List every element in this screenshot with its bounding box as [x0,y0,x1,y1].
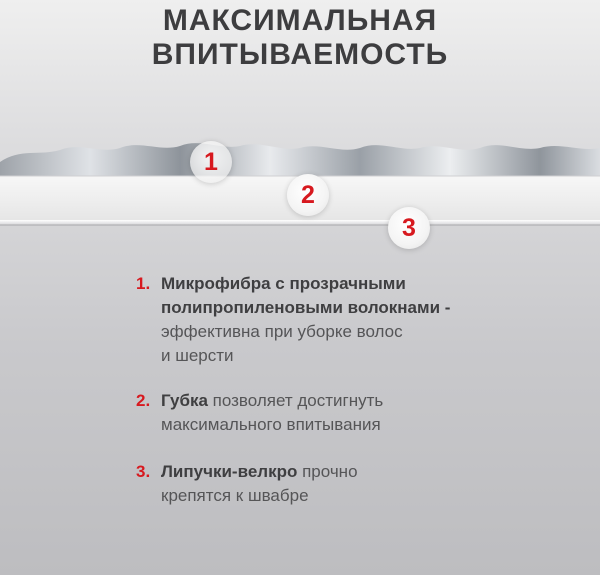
feature-text [161,389,581,437]
feature-text [161,460,581,508]
feature-number: 3. [136,462,151,481]
feature-normal-line: крепятся к швабре [161,486,309,505]
layer-marker-3: 3 [388,207,430,249]
layer-marker-2: 2 [287,174,329,216]
feature-bold: Губка [161,391,208,410]
page-title [0,4,600,72]
feature-number: 1. [136,274,151,293]
feature-bold-line: Микрофибра с прозрачными [161,274,406,293]
velcro-layer [0,220,600,225]
feature-normal: прочно [297,462,358,481]
feature-number: 2. [136,391,151,410]
feature-normal-line: эффективна при уборке волос [161,322,403,341]
feature-bold: Липучки-велкро [161,462,298,481]
title-line-1: МАКСИМАЛЬНАЯ [162,4,438,37]
feature-normal-line: максимального впитывания [161,415,381,434]
feature-normal: позволяет достигнуть [207,391,384,410]
feature-bold-line: полипропиленовыми волокнами - [161,298,451,317]
microfiber-layer [0,143,600,178]
layer-marker-1: 1 [190,141,232,183]
feature-text [161,272,581,368]
feature-normal-line: и шерсти [161,346,234,365]
title-line-2: ВПИТЫВАЕМОСТЬ [151,38,449,71]
